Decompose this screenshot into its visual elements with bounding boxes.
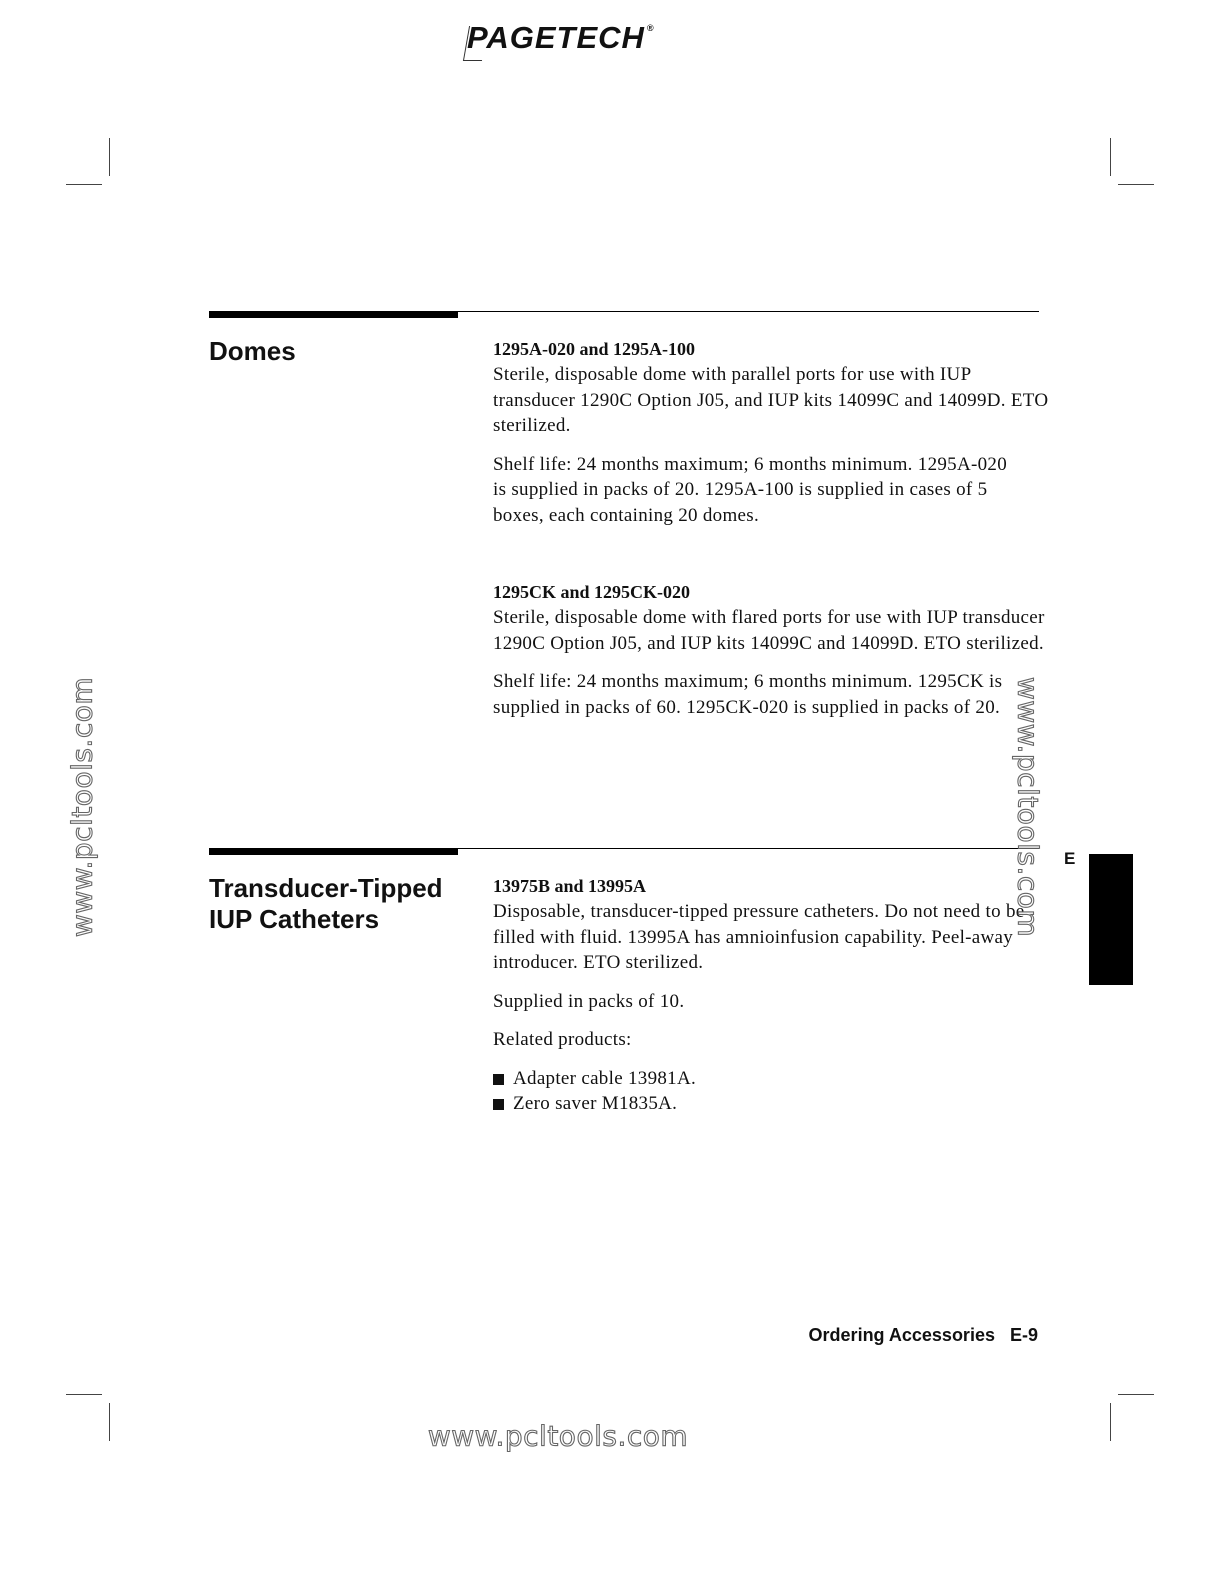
section-title-line: Transducer-Tipped bbox=[209, 873, 443, 903]
item-paragraph: Supplied in packs of 10. bbox=[493, 990, 685, 1012]
section-title-line: IUP Catheters bbox=[209, 904, 380, 934]
item-paragraph: Shelf life: 24 months maximum; 6 months minimum. 1295CK is supplied in packs of 60. 1295CK-020 is supplied in packs of 20. bbox=[493, 671, 1003, 718]
item-paragraph: Related products: bbox=[493, 1029, 632, 1050]
section-title-domes bbox=[209, 336, 296, 367]
section-title-line: Domes bbox=[209, 336, 296, 366]
crop-mark-bottom-left-h bbox=[66, 1394, 102, 1395]
related-products-list bbox=[493, 1066, 1053, 1117]
watermark-right: www.pcltools.com bbox=[1011, 676, 1045, 938]
section-rule-thin bbox=[458, 311, 1039, 312]
crop-mark-top-left-v bbox=[109, 138, 110, 176]
item-paragraph: Shelf life: 24 months maximum; 6 months minimum. 1295A-020 is supplied in packs of 20. 1295A-100 is supplied in cases of 5 boxes, each containing 20 domes. bbox=[493, 453, 1008, 526]
crop-mark-top-right-h bbox=[1118, 184, 1154, 185]
item-paragraph: Disposable, transducer-tipped pressure catheters. Do not need to be filled with fluid. 13995A has amnioinfusion capability. Peel-away introducer. ETO sterilized. bbox=[493, 901, 1025, 973]
page-footer bbox=[809, 1325, 1038, 1346]
item-13975b bbox=[493, 874, 1053, 1117]
item-heading: 13975B and 13995A bbox=[493, 876, 647, 896]
item-heading: 1295A-020 and 1295A-100 bbox=[493, 339, 696, 359]
list-item bbox=[493, 1066, 1053, 1092]
logo bbox=[467, 22, 655, 53]
item-1295a bbox=[493, 337, 1053, 528]
section-rule-thick bbox=[209, 848, 458, 855]
watermark-bottom: www.pcltools.com bbox=[427, 1419, 689, 1453]
item-paragraph: Sterile, disposable dome with parallel ports for use with IUP transducer 1290C Option J05, and IUP kits 14099C and 14099D. ETO sterilized. bbox=[493, 364, 1049, 436]
footer-chapter: Ordering Accessories bbox=[808, 1325, 995, 1345]
list-item-text: Adapter cable 13981A. bbox=[513, 1067, 697, 1089]
crop-mark-top-left-h bbox=[66, 184, 102, 185]
section-rule-thick bbox=[209, 311, 458, 318]
watermark-left: www.pcltools.com bbox=[65, 676, 99, 938]
logo-text: PAGETECH bbox=[467, 20, 645, 55]
crop-mark-bottom-right-h bbox=[1118, 1394, 1154, 1395]
list-item bbox=[493, 1091, 1053, 1117]
registered-mark: ® bbox=[646, 23, 655, 33]
crop-mark-top-right-v bbox=[1110, 138, 1111, 176]
section-rule-thin bbox=[458, 848, 1039, 849]
section-title-catheters bbox=[209, 873, 443, 935]
footer-page-number: E-9 bbox=[1009, 1325, 1038, 1345]
tab-letter: E bbox=[1064, 849, 1076, 868]
crop-mark-bottom-left-v bbox=[109, 1403, 110, 1441]
bullet-square-icon bbox=[493, 1099, 504, 1110]
list-item-text: Zero saver M1835A. bbox=[513, 1093, 678, 1114]
item-paragraph: Sterile, disposable dome with flared ports for use with IUP transducer 1290C Option J05, and IUP kits 14099C and 14099D. ETO sterilized. bbox=[493, 607, 1045, 654]
item-heading: 1295CK and 1295CK-020 bbox=[493, 582, 691, 602]
section-tab-marker bbox=[1089, 854, 1133, 985]
bullet-square-icon bbox=[493, 1074, 504, 1085]
crop-mark-bottom-right-v bbox=[1110, 1403, 1111, 1441]
item-1295ck bbox=[493, 580, 1053, 720]
